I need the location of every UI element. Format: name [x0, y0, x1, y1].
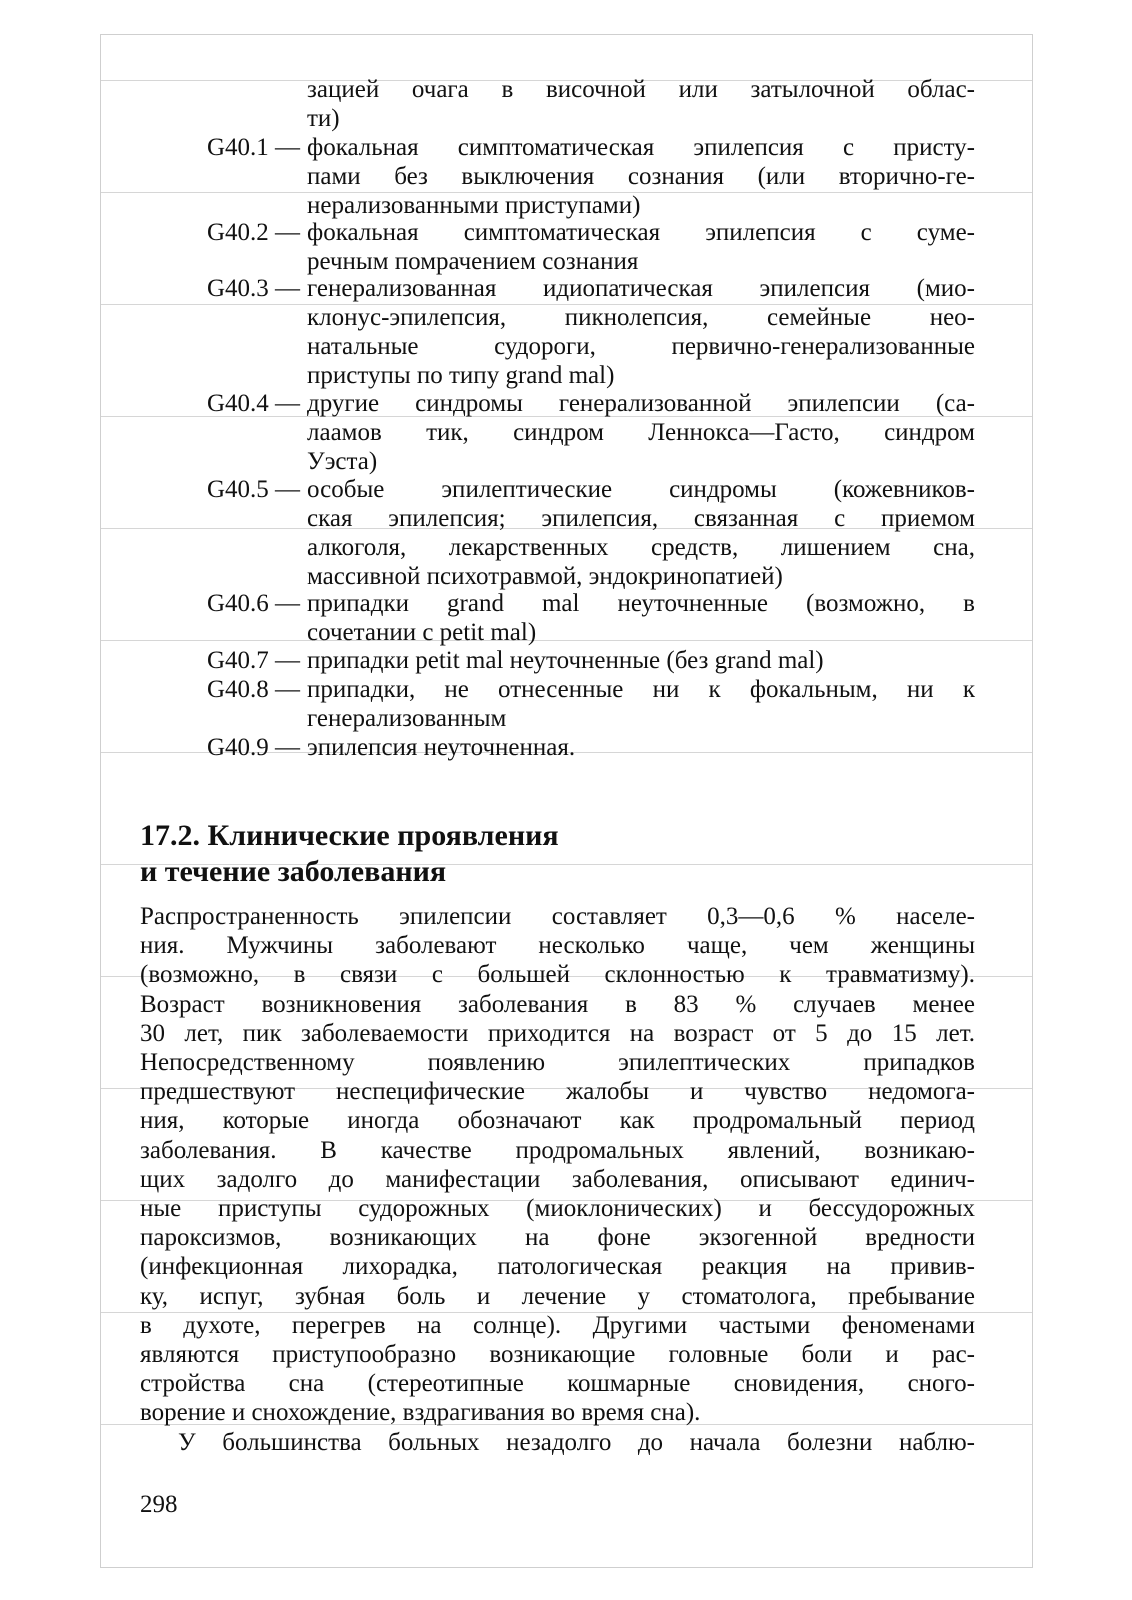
text-line: 30 лет, пик заболеваемости приходится на возраст от 5 до 15 лет. [140, 1019, 975, 1047]
text-line: ворение и снохождение, вздрагивания во время сна). [140, 1399, 701, 1427]
description-g40-3 [307, 274, 975, 390]
text-line: в духоте, перегрев на солнце). Другими частыми феноменами [140, 1311, 975, 1339]
text-line: ская эпилепсия; эпилепсия, связанная с приемом [307, 505, 975, 532]
text-line: припадки petit mal неуточненные (без grand mal) [307, 647, 824, 674]
paragraph-start-line: У большинства больных незадолго до начала болезни наблю- [178, 1428, 975, 1456]
heading-line: 17.2. Клинические проявления [140, 819, 559, 852]
text-line: пароксизмов, возникающих на фоне экзогенной вредности [140, 1224, 975, 1252]
description-g40-7 [307, 646, 975, 675]
text-line: речным помрачением сознания [307, 248, 639, 275]
text-line: генерализованным [307, 705, 507, 732]
description-g40-4 [307, 389, 975, 476]
code-g40-5: G40.5 — [206, 476, 300, 503]
description-g40-1 [307, 133, 975, 220]
code-g40-1: G40.1 — [206, 134, 300, 161]
text-line: Уэста) [307, 448, 378, 475]
text-line: Непосредственному появлению эпилептических припадков [140, 1049, 975, 1077]
text-line: лаамов тик, синдром Леннокса—Гасто, синдром [307, 419, 975, 446]
text-line: генерализованная идиопатическая эпилепсия (мио- [307, 275, 975, 302]
text-line: заболевания. В качестве продромальных явлений, возникаю- [140, 1136, 975, 1164]
text-line: ку, испуг, зубная боль и лечение у стоматолога, пребывание [140, 1282, 975, 1310]
code-g40-8: G40.8 — [206, 676, 300, 703]
text-line: фокальная симптоматическая эпилепсия с присту- [307, 134, 975, 161]
text-line: ти) [307, 105, 340, 132]
description-g40-5 [307, 475, 975, 591]
code-g40-9: G40.9 — [206, 734, 300, 761]
text-line: (инфекционная лихорадка, патологическая реакция на привив- [140, 1253, 975, 1281]
text-line: предшествуют неспецифические жалобы и чувство недомога- [140, 1078, 975, 1106]
text-line: особые эпилептические синдромы (кожевников- [307, 476, 975, 503]
text-line: стройства сна (стереотипные кошмарные сновидения, сного- [140, 1370, 975, 1398]
description-g40-8 [307, 675, 975, 733]
code-g40-7: G40.7 — [206, 647, 300, 674]
description-g40-6 [307, 589, 975, 647]
page-number: 298 [140, 1491, 178, 1518]
code-g40-2: G40.2 — [206, 219, 300, 246]
text-line: фокальная симптоматическая эпилепсия с суме- [307, 219, 975, 246]
text-line: другие синдромы генерализованной эпилепсии (са- [307, 390, 975, 417]
text-line: ния. Мужчины заболевают несколько чаще, чем женщины [140, 932, 975, 960]
text-line: пами без выключения сознания (или вторично-ге- [307, 163, 975, 190]
text-line: припадки grand mal неуточненные (возможно, в [307, 590, 975, 617]
text-line: натальные судороги, первично-генерализованные [307, 333, 975, 360]
text-line: ные приступы судорожных (миоклонических) и бессудорожных [140, 1195, 975, 1223]
text-line: являются приступообразно возникающие головные боли и рас- [140, 1341, 975, 1369]
section-heading [140, 818, 840, 890]
text-line: Возраст возникновения заболевания в 83 % случаев менее [140, 990, 975, 1018]
text-line: Распространенность эпилепсии составляет 0,3—0,6 % населе- [140, 903, 975, 930]
text-line: эпилепсия неуточненная. [307, 734, 576, 761]
text-line: сочетании с petit mal) [307, 619, 537, 646]
description-g40-9 [307, 733, 975, 762]
text-line: клонус-эпилепсия, пикнолепсия, семейные нео- [307, 304, 975, 331]
body-paragraph [140, 902, 975, 1457]
code-g40-4: G40.4 — [206, 390, 300, 417]
text-line: ния, которые иногда обозначают как продромальный период [140, 1107, 975, 1135]
list-intro [307, 75, 975, 133]
text-line: зацией очага в височной или затылочной облас- [307, 76, 975, 103]
description-g40-2 [307, 218, 975, 276]
text-line: массивной психотравмой, эндокринопатией) [307, 563, 783, 590]
text-line: приступы по типу grand mal) [307, 362, 615, 389]
code-g40-3: G40.3 — [206, 275, 300, 302]
heading-line: и течение заболевания [140, 855, 447, 888]
text-line: нерализованными приступами) [307, 192, 641, 219]
text-line: щих задолго до манифестации заболевания, описывают единич- [140, 1165, 975, 1193]
code-g40-6: G40.6 — [206, 590, 300, 617]
text-line: алкоголя, лекарственных средств, лишением сна, [307, 534, 975, 561]
text-line: (возможно, в связи с большей склонностью к травматизму). [140, 961, 975, 989]
text-line: припадки, не отнесенные ни к фокальным, ни к [307, 676, 975, 703]
